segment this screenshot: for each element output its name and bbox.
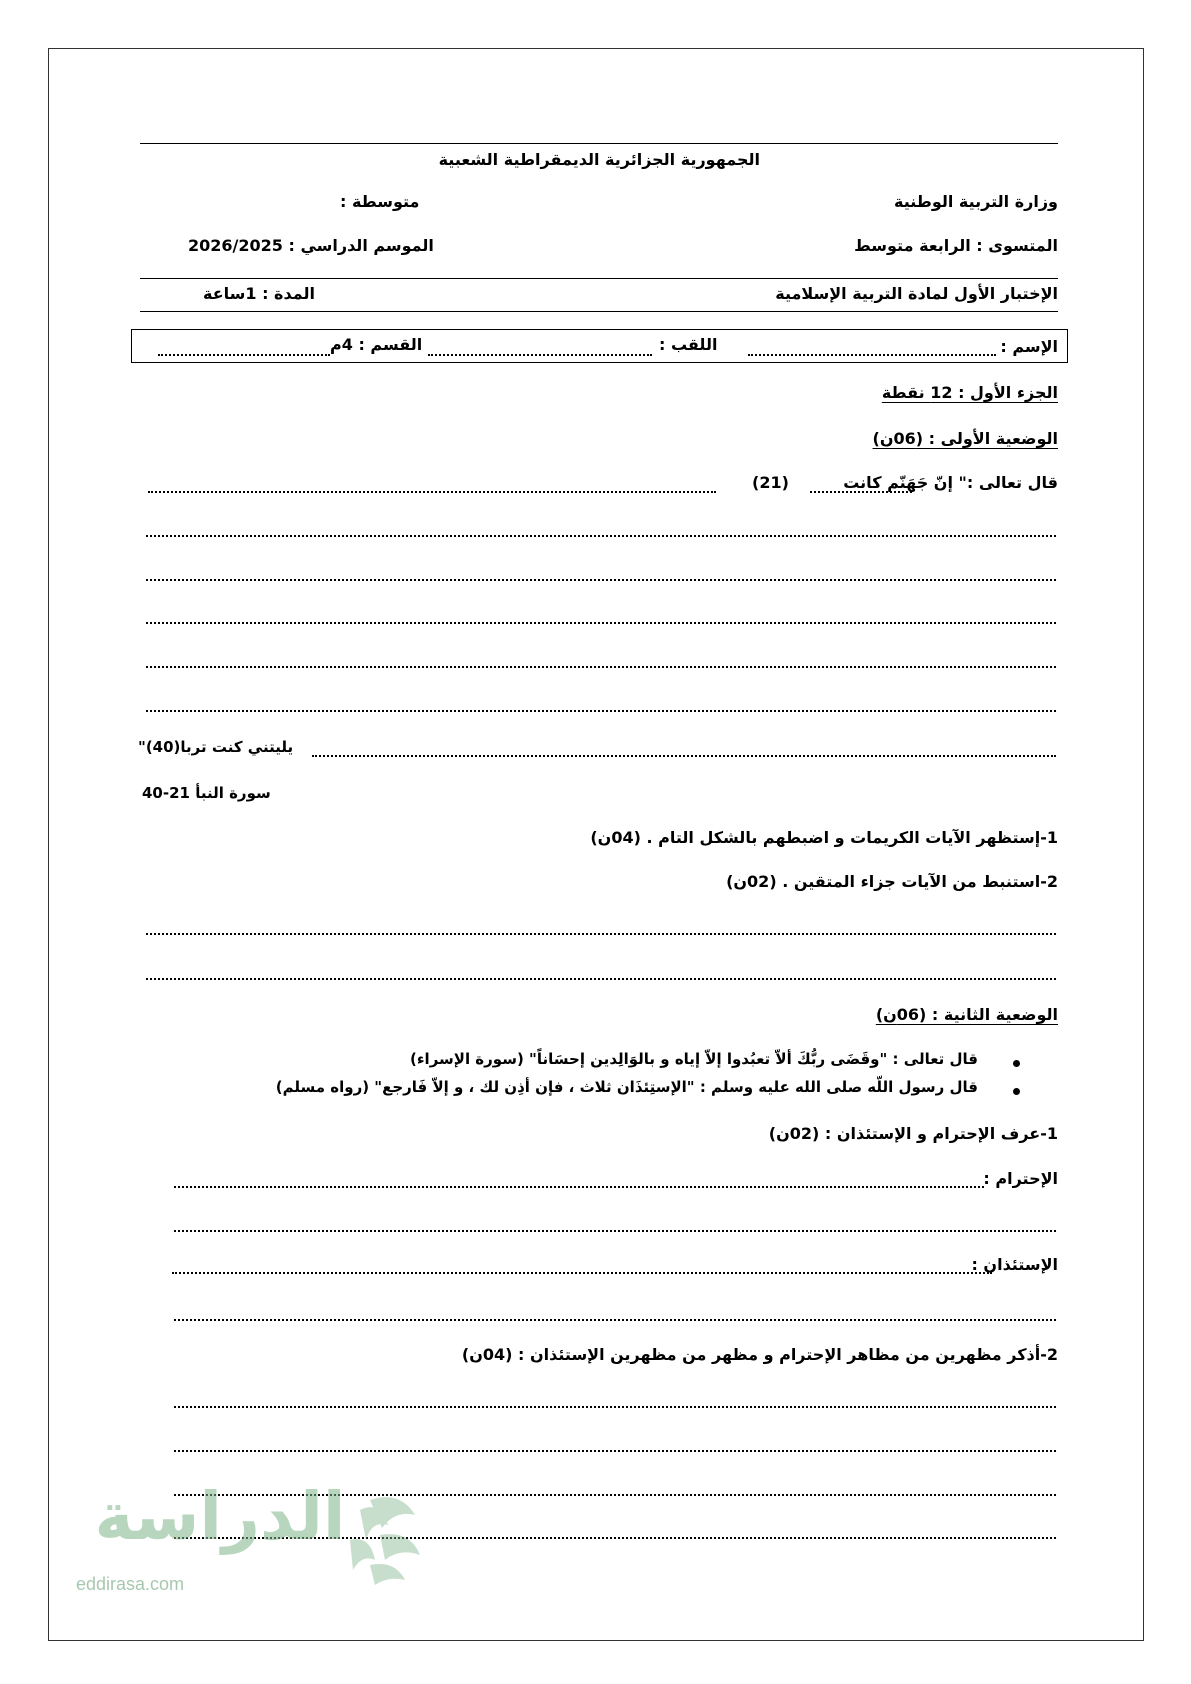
situation2-title: الوضعية الثانية : (06ن) (875, 1005, 1058, 1024)
name-label: الإسم : (1000, 337, 1058, 356)
answer-line[interactable] (174, 1450, 1056, 1452)
answer-line[interactable] (146, 666, 1056, 668)
situation1-question-2: 2-استنبط من الآيات جزاء المتقين . (02ن) (726, 872, 1058, 891)
surname-label: اللقب : (659, 335, 718, 354)
answer-line[interactable] (146, 579, 1056, 581)
situation1-question-1: 1-إستظهر الآيات الكريمات و اضبطهم بالشكل التام . (04ن) (590, 828, 1058, 847)
answer-line[interactable] (174, 1406, 1056, 1408)
respect-label: الإحترام : (983, 1169, 1058, 1188)
bullet-icon (1013, 1088, 1020, 1095)
season-label: الموسم الدراسي : 2026/2025 (188, 236, 434, 255)
surah-reference: سورة النبأ 21-40 (142, 784, 271, 802)
quote-hadith: قال رسول اللّه صلى الله عليه وسلم : "الإستِئذَان ثلاث ، فإن أذِن لك ، و إلاّ فَارجع" (رواه مسلم) (275, 1078, 978, 1096)
verse-start-number: (21) (752, 473, 789, 492)
verse-end-line[interactable] (312, 755, 1056, 757)
verse-line-0b[interactable] (148, 491, 716, 493)
verse-start: قال تعالى :" إنّ جَهَنّم كانت (843, 473, 1058, 492)
answer-line[interactable] (174, 1230, 1056, 1232)
exam-title-top-rule (140, 278, 1058, 279)
exam-title-bottom-rule (140, 311, 1058, 312)
republic-title: الجمهورية الجزائرية الديمقراطية الشعبية (438, 150, 760, 169)
answer-line[interactable] (146, 710, 1056, 712)
permission-label: الإستئذان : (971, 1255, 1058, 1274)
student-info-box (131, 329, 1068, 363)
part1-title: الجزء الأول : 12 نقطة (881, 383, 1058, 402)
answer-line[interactable] (146, 535, 1056, 537)
class-field[interactable] (158, 354, 330, 356)
watermark-site: eddirasa.com (76, 1574, 185, 1594)
level-label: المتسوى : الرابعة متوسط (854, 236, 1058, 255)
school-label: متوسطة : (340, 192, 420, 211)
situation1-title: الوضعية الأولى : (06ن) (872, 429, 1058, 448)
verse-line-0a[interactable] (810, 491, 912, 493)
exam-title: الإختبار الأول لمادة التربية الإسلامية (775, 284, 1058, 303)
surname-field[interactable] (428, 354, 652, 356)
answer-line[interactable] (146, 978, 1056, 980)
class-label: القسم : 4م (330, 335, 423, 354)
permission-line[interactable] (172, 1272, 992, 1274)
answer-line[interactable] (174, 1319, 1056, 1321)
respect-line[interactable] (174, 1186, 984, 1188)
watermark-logo (70, 1480, 430, 1600)
verse-end: يليتني كنت تربا(40)" (138, 738, 294, 756)
ministry-label: وزارة التربية الوطنية (893, 192, 1058, 211)
situation2-question-1: 1-عرف الإحترام و الإستئذان : (02ن) (768, 1124, 1058, 1143)
name-field[interactable] (748, 354, 996, 356)
header-top-rule (140, 143, 1058, 144)
answer-line[interactable] (146, 933, 1056, 935)
situation2-question-2: 2-أذكر مظهرين من مظاهر الإحترام و مظهر من مظهرين الإستئذان : (04ن) (461, 1345, 1058, 1364)
duration-label: المدة : 1ساعة (203, 284, 315, 303)
watermark-arabic: الدراسة (94, 1478, 346, 1555)
bullet-icon (1013, 1060, 1020, 1067)
quote-verse: قال تعالى : "وقَضَى ربُّكَ ألاّ تعبُدوا إلاّ إياه و بالوَالِدين إحسَاناً" (سورة الإسراء) (410, 1050, 978, 1068)
answer-line[interactable] (146, 622, 1056, 624)
